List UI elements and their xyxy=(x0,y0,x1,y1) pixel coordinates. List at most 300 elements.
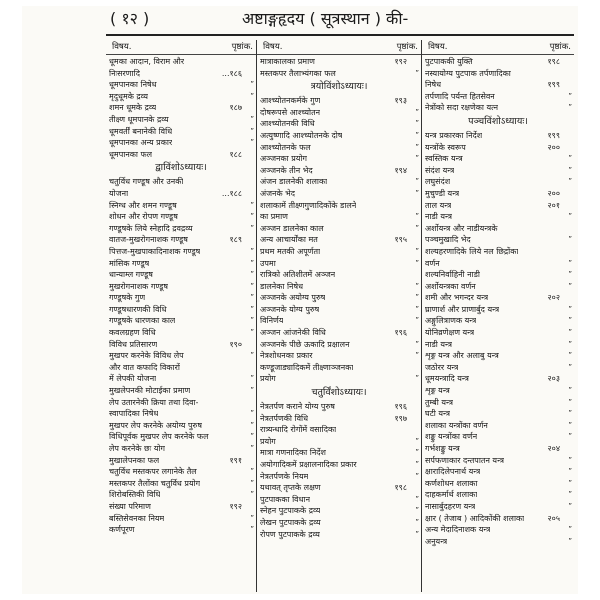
topic-text: आश्च्योतनकी विधि xyxy=(260,119,315,129)
ditto-mark: ” xyxy=(250,444,254,452)
page-heading: पृष्ठांक. xyxy=(231,42,253,52)
ditto-mark: ” xyxy=(568,351,572,360)
index-row xyxy=(257,494,421,506)
page-ref: १९९ xyxy=(547,80,560,90)
index-row xyxy=(422,455,574,467)
index-row xyxy=(257,505,421,517)
index-row xyxy=(257,401,421,413)
chapter-title: द्वाविंशोऽध्यायः। xyxy=(155,162,207,174)
ditto-mark: ” xyxy=(250,304,254,313)
page-ref: १९४ xyxy=(394,165,407,175)
topic-text: मुखलेपनकी मोटाईका प्रमाण xyxy=(109,386,191,396)
topic-text: संख्या परिमाण xyxy=(109,501,151,511)
page-ref: ...१८६ xyxy=(221,68,242,78)
index-row xyxy=(106,102,256,114)
ditto-mark: ” xyxy=(568,235,572,244)
index-row xyxy=(257,350,421,362)
index-row xyxy=(106,362,256,374)
index-row xyxy=(257,447,421,459)
index-row xyxy=(422,339,574,351)
ditto-mark: ” xyxy=(568,258,572,267)
topic-text: अन्य मेदादिनाशक यन्त्र xyxy=(425,525,491,535)
topic-text: धूमयन्त्रादि यन्त्र xyxy=(425,374,469,384)
ditto-mark: ” xyxy=(415,188,419,197)
index-row xyxy=(106,126,256,138)
ditto-mark: ” xyxy=(250,374,254,383)
topic-text: शिरोबस्तिकी विधि xyxy=(109,490,161,500)
index-row xyxy=(106,501,256,513)
chapter-title: पञ्चविंशोऽध्यायः। xyxy=(468,115,528,127)
topic-text: अंजन डालनेकी शलाका xyxy=(260,177,328,187)
ditto-mark: ” xyxy=(415,68,419,77)
topic-text: धूमपानका निषेध xyxy=(109,80,157,90)
topic-text: तर्पणादि पर्यन्त हितसेवन xyxy=(425,91,495,101)
page-ref: १९३ xyxy=(394,96,407,106)
index-row xyxy=(106,339,256,351)
ditto-mark: ” xyxy=(250,246,254,255)
index-row xyxy=(422,385,574,397)
topic-text: पञ्चमुखादि भेद xyxy=(425,235,471,245)
ditto-mark: ” xyxy=(415,494,419,503)
page-ref: १८७ xyxy=(229,103,242,113)
index-row xyxy=(257,529,421,541)
topic-text: निःसरणादि xyxy=(109,68,140,78)
topic-text: प्रयोग xyxy=(260,436,276,446)
ditto-mark: ” xyxy=(250,114,254,123)
index-row xyxy=(257,165,421,177)
subject-heading: विषय. xyxy=(428,42,448,52)
index-row xyxy=(106,200,256,212)
topic-text: अङ्गुलित्राणक यन्त्र xyxy=(425,316,477,326)
ditto-mark: ” xyxy=(568,490,572,499)
ditto-mark: ” xyxy=(415,529,419,538)
ditto-mark: ” xyxy=(250,467,254,476)
page-ref: १८८ xyxy=(229,149,242,159)
topic-text: अनुयन्त्र xyxy=(425,536,448,546)
page-ref: १९० xyxy=(229,339,242,349)
topic-text: मुचुण्डी यन्त्र xyxy=(425,188,460,198)
index-row xyxy=(106,188,256,200)
index-row xyxy=(422,292,574,304)
ditto-mark: ” xyxy=(568,362,572,371)
index-row xyxy=(422,68,574,80)
page-ref: १९६ xyxy=(394,328,407,338)
topic-text: शङ्कु यन्त्रोंका वर्णन xyxy=(425,432,478,442)
index-row xyxy=(106,56,256,68)
topic-text: लेखन पुटपाकके द्रव्य xyxy=(260,517,321,527)
column-rows xyxy=(257,55,421,540)
ditto-mark: ” xyxy=(415,130,419,139)
index-row xyxy=(257,200,421,212)
index-row xyxy=(422,304,574,316)
topic-text: विधिपूर्वक मुखपर लेप करनेके फल xyxy=(109,432,209,442)
topic-text: अयोगादिकमें प्रक्षालनादिका प्रकार xyxy=(260,460,357,469)
ditto-mark: ” xyxy=(568,270,572,279)
index-row xyxy=(106,385,256,397)
header-rule xyxy=(106,34,574,36)
topic-text: नेत्रोंको सदा रक्षणेका यत्न xyxy=(425,103,499,113)
index-row xyxy=(422,373,574,385)
index-row xyxy=(422,489,574,501)
topic-text: अञ्जनके तीन भेद xyxy=(260,165,313,175)
index-row xyxy=(106,114,256,126)
topic-text: अञ्जनके योग्य पुरुष xyxy=(260,304,320,314)
topic-text: में लेपकी योजना xyxy=(109,374,157,384)
topic-text: अञ्जन डालनेका काल xyxy=(260,223,324,233)
index-row xyxy=(257,56,421,68)
index-row xyxy=(257,246,421,258)
page-heading: पृष्ठांक. xyxy=(549,42,571,52)
page-ref: ...१८८ xyxy=(221,188,242,198)
index-row xyxy=(106,68,256,80)
topic-text: प्रथम मतकी अपूर्णता xyxy=(260,246,321,256)
topic-text: उपमा xyxy=(260,258,276,268)
ditto-mark: ” xyxy=(415,351,419,360)
ditto-mark: ” xyxy=(415,212,419,221)
index-row xyxy=(257,304,421,316)
index-row xyxy=(106,258,256,270)
topic-text: पित्तज-मुखपाकादिनाशक गण्डूष xyxy=(109,246,201,256)
page-ref: १९८ xyxy=(394,483,407,493)
topic-text: मृदुधूमके द्रव्य xyxy=(109,91,149,101)
ditto-mark: ” xyxy=(415,223,419,232)
ditto-mark: ” xyxy=(415,304,419,313)
topic-text: आश्च्योतनके फल xyxy=(260,142,311,152)
index-row xyxy=(422,153,574,165)
index-row xyxy=(106,350,256,362)
chapter-heading xyxy=(257,79,421,95)
ditto-mark: ” xyxy=(415,293,419,302)
topic-text: योनिव्रणेक्षण यन्त्र xyxy=(425,328,475,338)
topic-text: शलाका यन्त्रोंका वर्णन xyxy=(425,420,488,430)
index-row xyxy=(257,281,421,293)
ditto-mark: ” xyxy=(415,374,419,383)
ditto-mark: ” xyxy=(415,517,419,526)
column-header xyxy=(422,40,574,55)
chapter-title: त्रयोविंशोऽध्यायः। xyxy=(310,81,368,93)
book-page xyxy=(22,6,578,594)
column-rows xyxy=(106,55,256,536)
topic-text: रोपण पुटपाकके द्रव्य xyxy=(260,529,320,539)
index-row xyxy=(257,107,421,119)
index-row xyxy=(422,478,574,490)
index-row xyxy=(106,513,256,525)
topic-text: अञ्जनके अयोग्य पुरुष xyxy=(260,293,326,303)
topic-text: तीक्ष्ण धूमपानके द्रव्य xyxy=(109,114,169,124)
index-row xyxy=(422,397,574,409)
topic-text: यन्त्र प्रकारका निर्देश xyxy=(425,130,483,140)
page-ref: १८९ xyxy=(229,235,242,245)
topic-text: रात्रिको अतिशीतमें अञ्जन xyxy=(260,270,336,280)
topic-text: घटी यन्त्र xyxy=(425,409,451,419)
topic-text: क्षारादिलेपनार्थ यन्त्र xyxy=(425,467,481,477)
ditto-mark: ” xyxy=(568,501,572,510)
topic-text: आश्च्योतनकर्मके गुण xyxy=(260,96,321,106)
topic-text: लेप करनेके छः योग xyxy=(109,444,166,453)
index-row xyxy=(257,292,421,304)
ditto-mark: ” xyxy=(568,328,572,337)
topic-text: नाडी यन्त्र xyxy=(425,212,453,222)
chapter-heading xyxy=(106,160,256,176)
index-row xyxy=(257,234,421,246)
chapter-heading xyxy=(422,114,574,130)
topic-text: अञ्जनका प्रयोग xyxy=(260,154,308,164)
index-row xyxy=(422,362,574,374)
topic-text: लघुसंदंश xyxy=(425,177,451,187)
topic-text: सर्पफणाकार दन्तपातन यन्त्र xyxy=(425,455,505,465)
index-row xyxy=(422,91,574,103)
topic-text: गण्डूषके धारणका काल xyxy=(109,316,176,326)
topic-text: शृङ्ग यन्त्र xyxy=(425,386,450,396)
topic-text: रात्र्यन्धादि रोगोंमें वसादिका xyxy=(260,425,337,435)
index-row xyxy=(422,211,574,223)
ditto-mark: ” xyxy=(415,506,419,515)
ditto-mark: ” xyxy=(415,154,419,163)
subject-heading: विषय. xyxy=(263,42,283,52)
chapter-heading xyxy=(257,385,421,401)
ditto-mark: ” xyxy=(250,212,254,221)
index-row xyxy=(422,258,574,270)
ditto-mark: ” xyxy=(568,478,572,487)
topic-text: क्षार ( तेजाब ) आदिकोंकी शलाका xyxy=(425,513,525,523)
index-row xyxy=(257,68,421,80)
ditto-mark: ” xyxy=(415,119,419,128)
ditto-mark: ” xyxy=(250,351,254,360)
chapter-title: चतुर्विंशोऽध्यायः। xyxy=(311,387,367,399)
index-row xyxy=(257,153,421,165)
ditto-mark: ” xyxy=(568,467,572,476)
index-row xyxy=(106,443,256,455)
index-row xyxy=(106,373,256,385)
index-row xyxy=(257,188,421,200)
index-row xyxy=(106,234,256,246)
ditto-mark: ” xyxy=(250,525,254,534)
ditto-mark: ” xyxy=(250,386,254,395)
index-row xyxy=(422,142,574,154)
index-row xyxy=(106,455,256,467)
ditto-mark: ” xyxy=(250,490,254,499)
index-row xyxy=(106,327,256,339)
topic-text: जठोरर यन्त्र xyxy=(425,362,459,372)
topic-text: कर्णशोधन शलाका xyxy=(425,478,478,488)
index-row xyxy=(257,118,421,130)
topic-text: गण्डूषके लिये स्नेहादि द्रवद्रव्य xyxy=(109,223,193,233)
index-row xyxy=(422,420,574,432)
index-row xyxy=(257,142,421,154)
topic-text: शलाकामें तीक्ष्णगुणादिकोंके डालने xyxy=(260,200,357,210)
ditto-mark: ” xyxy=(415,177,419,186)
topic-text: डालनेका निषेध xyxy=(260,281,304,291)
topic-text: नाडी यन्त्र xyxy=(425,339,453,349)
index-row xyxy=(106,524,256,536)
topic-text: स्नेहन पुटपाकके द्रव्य xyxy=(260,506,321,516)
topic-text: गण्डूषधारणकी विधि xyxy=(109,304,167,314)
ditto-mark: ” xyxy=(568,154,572,163)
topic-text: संदंश यन्त्र xyxy=(425,165,455,175)
topic-text: नेत्रतर्पण कराने योग्य पुरुष xyxy=(260,402,335,412)
topic-text: का प्रमाण xyxy=(260,212,288,222)
ditto-mark: ” xyxy=(415,339,419,348)
topic-text: विविध प्रतिसारण xyxy=(109,339,158,349)
index-row xyxy=(106,246,256,258)
topic-text: दाहकर्मार्थ शलाका xyxy=(425,490,478,500)
index-row xyxy=(422,130,574,142)
topic-text: ताल यन्त्र xyxy=(425,200,452,210)
page-ref: १९२ xyxy=(394,57,407,66)
topic-text: मस्तकपर तैलोंका चतुर्विध प्रयोग xyxy=(109,478,201,488)
index-row xyxy=(422,327,574,339)
topic-text: स्निग्ध और शमन गण्डूष xyxy=(109,200,177,210)
page-ref: २०४ xyxy=(547,444,560,453)
topic-text: अञ्जनके पीछे ऊकादि प्रक्षालन xyxy=(260,339,350,349)
topic-text: मांसिक गण्डूष xyxy=(109,258,150,268)
index-row xyxy=(422,431,574,443)
page-number: ( १२ ) xyxy=(110,9,150,28)
ditto-mark: ” xyxy=(568,339,572,348)
index-row xyxy=(106,223,256,235)
index-row xyxy=(422,56,574,68)
topic-text: स्वस्तिक यन्त्र xyxy=(425,154,463,164)
topic-text: अन्य आचार्योंका मत xyxy=(260,235,318,245)
index-row xyxy=(422,269,574,281)
index-row xyxy=(106,281,256,293)
index-column-1 xyxy=(106,40,257,592)
page-ref: १९८ xyxy=(547,57,560,66)
ditto-mark: ” xyxy=(415,142,419,151)
page-header xyxy=(22,6,578,32)
topic-text: मात्राकालका प्रमाण xyxy=(260,57,315,66)
ditto-mark: ” xyxy=(250,258,254,267)
ditto-mark: ” xyxy=(568,409,572,418)
page-ref: २०० xyxy=(547,142,560,152)
index-row xyxy=(422,102,574,114)
index-row xyxy=(257,269,421,281)
index-row xyxy=(422,524,574,536)
index-row xyxy=(422,234,574,246)
ditto-mark: ” xyxy=(568,212,572,221)
ditto-mark: ” xyxy=(415,460,419,468)
index-row xyxy=(422,350,574,362)
topic-text: नेत्रशोधनका प्रकार xyxy=(260,351,313,361)
ditto-mark: ” xyxy=(415,281,419,290)
topic-text: लेप उतारनेकी क्रिया तथा दिवा- xyxy=(109,397,199,407)
topic-text: मुखरोगनाशक गण्डूष xyxy=(109,281,169,291)
ditto-mark: ” xyxy=(250,328,254,337)
ditto-mark: ” xyxy=(568,386,572,395)
index-row xyxy=(257,373,421,385)
ditto-mark: ” xyxy=(415,258,419,267)
index-row xyxy=(106,149,256,161)
topic-text: बस्तिसेवनका नियम xyxy=(109,513,165,523)
ditto-mark: ” xyxy=(568,177,572,186)
page-ref: २०१ xyxy=(547,200,560,210)
index-row xyxy=(106,466,256,478)
index-row xyxy=(106,91,256,103)
topic-text: पुटपाककी युक्ति xyxy=(425,57,473,66)
index-row xyxy=(422,466,574,478)
topic-text: अर्शोयन्त्रका वर्णन xyxy=(425,281,476,291)
topic-text: शल्यहरणादिके लिये नल छिद्रोंका xyxy=(425,246,519,256)
column-header xyxy=(257,40,421,55)
topic-text: शृङ्ग यन्त्र और अलाबु यन्त्र xyxy=(425,351,499,361)
index-row xyxy=(422,200,574,212)
index-row xyxy=(106,304,256,316)
page-ref: १९५ xyxy=(394,235,407,245)
topic-text: पुटपाकका विधान xyxy=(260,494,311,504)
index-row xyxy=(422,165,574,177)
ditto-mark: ” xyxy=(568,525,572,534)
page-ref: १९२ xyxy=(229,501,242,511)
index-row xyxy=(422,501,574,513)
page-ref: २०० xyxy=(547,188,560,198)
column-header xyxy=(106,40,256,55)
index-row xyxy=(257,130,421,142)
topic-text: मस्तकपर तैलाभ्यंगका फल xyxy=(260,68,336,78)
ditto-mark: ” xyxy=(568,455,572,464)
ditto-mark: ” xyxy=(415,471,419,480)
index-row xyxy=(257,176,421,188)
index-row xyxy=(257,258,421,270)
topic-text: धूमका आदान, विराम और xyxy=(109,57,185,66)
index-column-3 xyxy=(422,40,574,592)
topic-text: नेत्रतर्पणकी विधि xyxy=(260,413,309,423)
topic-text: मुखालेपनका फल xyxy=(109,455,160,465)
index-row xyxy=(257,211,421,223)
page-ref: १९१ xyxy=(229,455,242,465)
topic-text: योजना xyxy=(109,188,129,198)
ditto-mark: ” xyxy=(250,138,254,147)
ditto-mark: ” xyxy=(568,316,572,325)
page-heading: पृष्ठांक. xyxy=(396,42,418,52)
ditto-mark: ” xyxy=(415,246,419,255)
topic-text: धूमपानका फल xyxy=(109,149,153,159)
index-row xyxy=(422,281,574,293)
index-row xyxy=(422,223,574,235)
index-row xyxy=(257,223,421,235)
index-row xyxy=(257,517,421,529)
topic-text: नस्यायोग्य पुटपाक तर्पणादिका xyxy=(425,68,511,78)
ditto-mark: ” xyxy=(250,316,254,325)
ditto-mark: ” xyxy=(250,281,254,290)
topic-text: निषेध xyxy=(425,80,442,90)
ditto-mark: ” xyxy=(568,420,572,429)
topic-text: गर्भशङ्कु यन्त्र xyxy=(425,444,460,453)
topic-text: विनिर्णय xyxy=(260,316,284,326)
index-row xyxy=(106,489,256,501)
index-row xyxy=(106,211,256,223)
ditto-mark: ” xyxy=(568,432,572,441)
index-row xyxy=(106,79,256,91)
topic-text: धूमपानका अन्य प्रकार xyxy=(109,138,173,148)
topic-text: तुम्बी यन्त्र xyxy=(425,397,453,407)
index-row xyxy=(257,315,421,327)
topic-text: शोधन और रोपण गण्डूष xyxy=(109,212,178,222)
ditto-mark: ” xyxy=(568,165,572,174)
topic-text: वर्णन xyxy=(425,258,440,268)
topic-text: शल्यनिर्वाहिनी नाडी xyxy=(425,270,481,280)
page-ref: १९९ xyxy=(547,130,560,140)
index-row xyxy=(257,436,421,448)
ditto-mark: ” xyxy=(250,432,254,441)
topic-text: अत्युष्णादि आश्च्योतनके दोष xyxy=(260,130,343,140)
topic-text: नासार्बुदहरण यन्त्र xyxy=(425,501,476,511)
topic-text: चतुर्विध मस्तकपर लगानेके तैल xyxy=(109,467,197,477)
ditto-mark: ” xyxy=(568,103,572,112)
page-ref: १९७ xyxy=(394,413,407,423)
topic-text: घ्राणार्श और प्राणार्बुद यन्त्र xyxy=(425,304,500,314)
topic-text: स्वापादिका निषेध xyxy=(109,409,159,419)
index-row xyxy=(257,327,421,339)
